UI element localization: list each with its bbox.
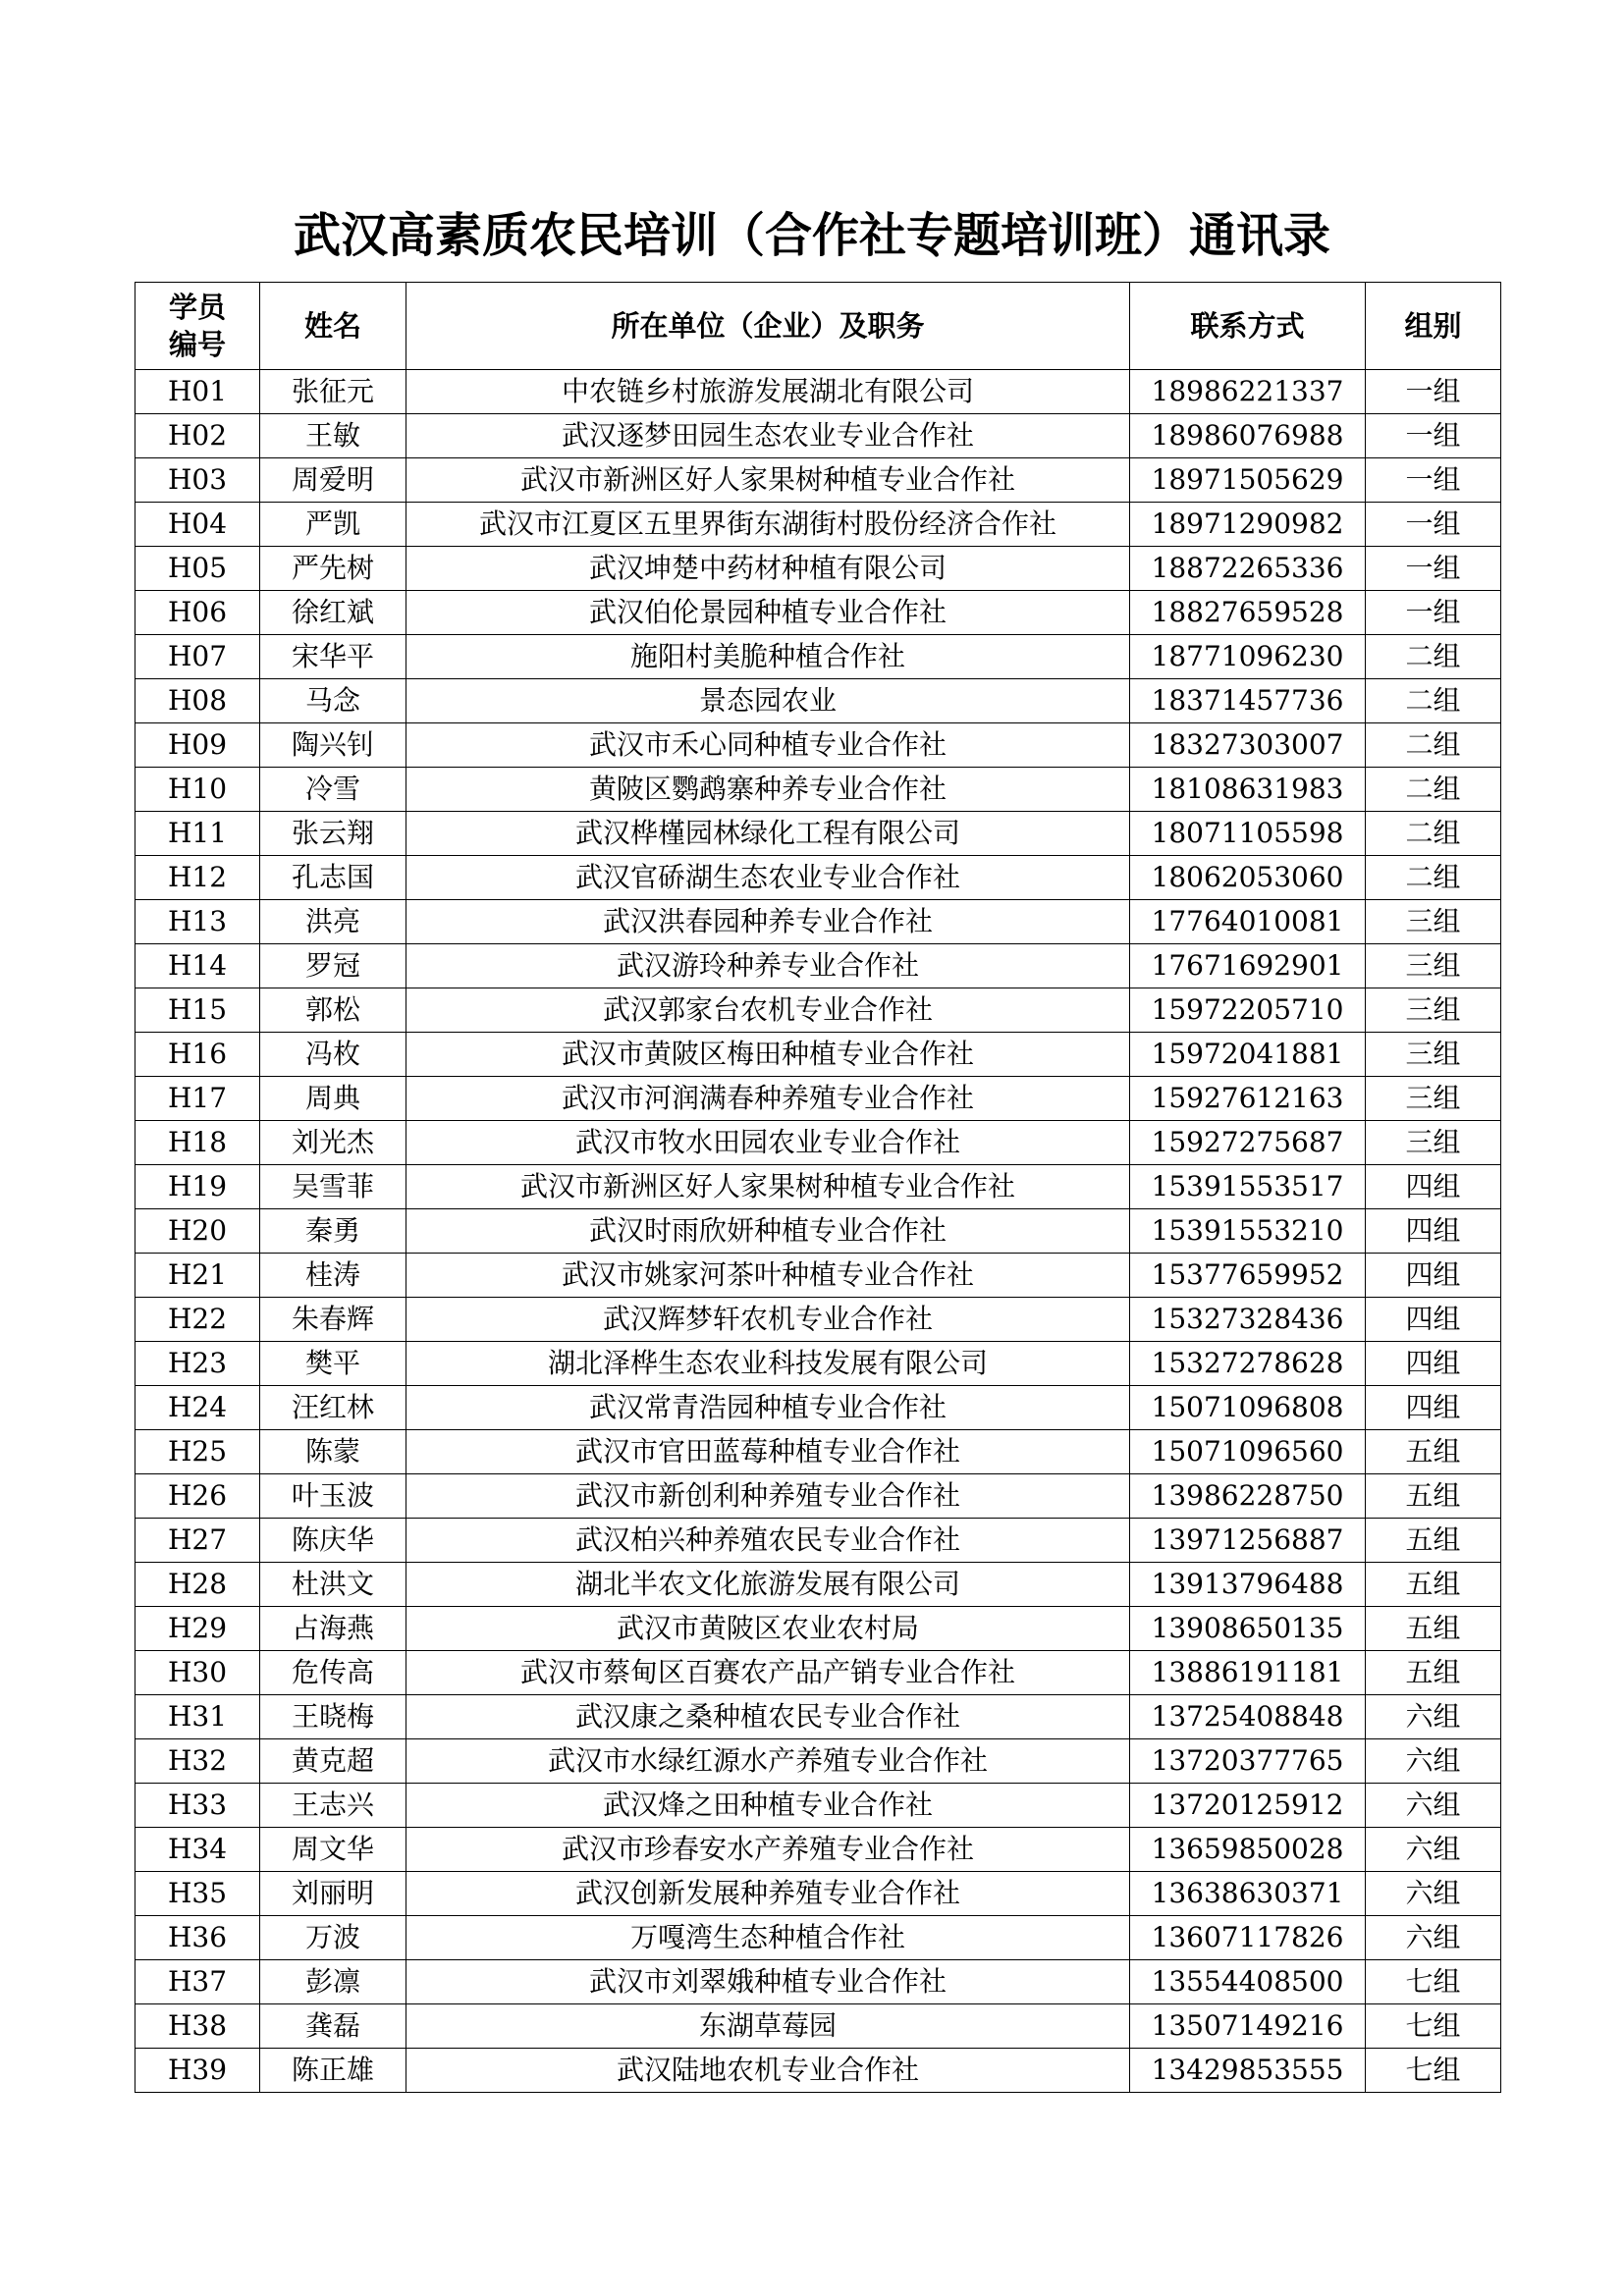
cell-name: 刘光杰 — [260, 1121, 406, 1165]
cell-contact: 13507149216 — [1130, 2004, 1366, 2049]
cell-organization: 武汉常青浩园种植专业合作社 — [406, 1386, 1130, 1430]
cell-contact: 15327328436 — [1130, 1298, 1366, 1342]
cell-organization: 中农链乡村旅游发展湖北有限公司 — [406, 370, 1130, 414]
cell-student-code: H13 — [135, 900, 260, 944]
cell-student-code: H09 — [135, 723, 260, 768]
cell-name: 陈正雄 — [260, 2049, 406, 2093]
cell-name: 黄克超 — [260, 1739, 406, 1784]
cell-student-code: H37 — [135, 1960, 260, 2004]
cell-group: 六组 — [1366, 1695, 1501, 1739]
cell-name: 陶兴钊 — [260, 723, 406, 768]
cell-student-code: H15 — [135, 988, 260, 1033]
cell-group: 五组 — [1366, 1651, 1501, 1695]
cell-contact: 18071105598 — [1130, 812, 1366, 856]
cell-name: 占海燕 — [260, 1607, 406, 1651]
cell-contact: 13971256887 — [1130, 1519, 1366, 1563]
cell-organization: 武汉康之桑种植农民专业合作社 — [406, 1695, 1130, 1739]
cell-organization: 湖北泽桦生态农业科技发展有限公司 — [406, 1342, 1130, 1386]
cell-group: 二组 — [1366, 635, 1501, 679]
cell-group: 三组 — [1366, 1077, 1501, 1121]
cell-student-code: H12 — [135, 856, 260, 900]
cell-contact: 13725408848 — [1130, 1695, 1366, 1739]
cell-student-code: H04 — [135, 503, 260, 547]
cell-name: 马念 — [260, 679, 406, 723]
table-header — [135, 283, 1501, 370]
cell-student-code: H17 — [135, 1077, 260, 1121]
cell-name: 龚磊 — [260, 2004, 406, 2049]
cell-student-code: H39 — [135, 2049, 260, 2093]
cell-organization: 武汉陆地农机专业合作社 — [406, 2049, 1130, 2093]
table-row — [135, 1519, 1501, 1563]
cell-student-code: H25 — [135, 1430, 260, 1474]
table-row — [135, 1474, 1501, 1519]
cell-group: 三组 — [1366, 1121, 1501, 1165]
header-group: 组别 — [1366, 283, 1501, 370]
cell-contact: 13429853555 — [1130, 2049, 1366, 2093]
table-row — [135, 856, 1501, 900]
cell-name: 张云翔 — [260, 812, 406, 856]
cell-contact: 13659850028 — [1130, 1828, 1366, 1872]
cell-contact: 18986221337 — [1130, 370, 1366, 414]
table-row — [135, 1033, 1501, 1077]
table-row — [135, 1342, 1501, 1386]
cell-group: 四组 — [1366, 1386, 1501, 1430]
cell-student-code: H32 — [135, 1739, 260, 1784]
cell-contact: 15972041881 — [1130, 1033, 1366, 1077]
cell-student-code: H27 — [135, 1519, 260, 1563]
cell-group: 二组 — [1366, 812, 1501, 856]
cell-organization: 武汉市刘翠娥种植专业合作社 — [406, 1960, 1130, 2004]
cell-organization: 武汉洪春园种养专业合作社 — [406, 900, 1130, 944]
cell-organization: 武汉市珍春安水产养殖专业合作社 — [406, 1828, 1130, 1872]
cell-name: 叶玉波 — [260, 1474, 406, 1519]
cell-student-code: H24 — [135, 1386, 260, 1430]
cell-student-code: H03 — [135, 458, 260, 503]
table-row — [135, 591, 1501, 635]
cell-contact: 15391553210 — [1130, 1209, 1366, 1254]
cell-organization: 黄陂区鹦鹉寨种养专业合作社 — [406, 768, 1130, 812]
cell-group: 一组 — [1366, 458, 1501, 503]
cell-organization: 武汉郭家台农机专业合作社 — [406, 988, 1130, 1033]
cell-name: 周典 — [260, 1077, 406, 1121]
table-row — [135, 1872, 1501, 1916]
cell-group: 四组 — [1366, 1165, 1501, 1209]
cell-student-code: H26 — [135, 1474, 260, 1519]
cell-contact: 18108631983 — [1130, 768, 1366, 812]
cell-name: 朱春辉 — [260, 1298, 406, 1342]
cell-name: 冷雪 — [260, 768, 406, 812]
cell-organization: 武汉柏兴种养殖农民专业合作社 — [406, 1519, 1130, 1563]
header-organization: 所在单位（企业）及职务 — [406, 283, 1130, 370]
cell-student-code: H10 — [135, 768, 260, 812]
roster-table — [135, 282, 1501, 2093]
cell-organization: 武汉市水绿红源水产养殖专业合作社 — [406, 1739, 1130, 1784]
page-title: 武汉高素质农民培训（合作社专题培训班）通讯录 — [293, 208, 1330, 263]
cell-student-code: H38 — [135, 2004, 260, 2049]
cell-contact: 15327278628 — [1130, 1342, 1366, 1386]
cell-group: 一组 — [1366, 370, 1501, 414]
table-row — [135, 1828, 1501, 1872]
cell-name: 王晓梅 — [260, 1695, 406, 1739]
table-row — [135, 1916, 1501, 1960]
table-row — [135, 547, 1501, 591]
cell-contact: 17671692901 — [1130, 944, 1366, 988]
cell-group: 一组 — [1366, 503, 1501, 547]
table-row — [135, 1960, 1501, 2004]
table-row — [135, 1386, 1501, 1430]
table-row — [135, 1563, 1501, 1607]
cell-group: 七组 — [1366, 2049, 1501, 2093]
cell-contact: 13908650135 — [1130, 1607, 1366, 1651]
cell-student-code: H35 — [135, 1872, 260, 1916]
cell-contact: 18971505629 — [1130, 458, 1366, 503]
cell-contact: 13720125912 — [1130, 1784, 1366, 1828]
table-row — [135, 2049, 1501, 2093]
cell-organization: 武汉市黄陂区梅田种植专业合作社 — [406, 1033, 1130, 1077]
cell-student-code: H07 — [135, 635, 260, 679]
cell-name: 陈庆华 — [260, 1519, 406, 1563]
cell-name: 汪红林 — [260, 1386, 406, 1430]
cell-organization: 东湖草莓园 — [406, 2004, 1130, 2049]
table-row — [135, 503, 1501, 547]
cell-contact: 15391553517 — [1130, 1165, 1366, 1209]
cell-organization: 武汉市蔡甸区百赛农产品产销专业合作社 — [406, 1651, 1130, 1695]
table-row — [135, 1121, 1501, 1165]
cell-name: 陈蒙 — [260, 1430, 406, 1474]
cell-name: 孔志国 — [260, 856, 406, 900]
cell-group: 四组 — [1366, 1254, 1501, 1298]
cell-contact: 13886191181 — [1130, 1651, 1366, 1695]
table-row — [135, 988, 1501, 1033]
cell-name: 王志兴 — [260, 1784, 406, 1828]
cell-contact: 13720377765 — [1130, 1739, 1366, 1784]
table-row — [135, 458, 1501, 503]
table-row — [135, 679, 1501, 723]
cell-name: 刘丽明 — [260, 1872, 406, 1916]
cell-organization: 武汉烽之田种植专业合作社 — [406, 1784, 1130, 1828]
cell-group: 四组 — [1366, 1209, 1501, 1254]
table-row — [135, 1077, 1501, 1121]
cell-group: 五组 — [1366, 1519, 1501, 1563]
cell-group: 三组 — [1366, 944, 1501, 988]
header-student-code-line2: 编号 — [168, 328, 226, 361]
cell-contact: 17764010081 — [1130, 900, 1366, 944]
cell-group: 四组 — [1366, 1298, 1501, 1342]
cell-name: 罗冠 — [260, 944, 406, 988]
cell-group: 一组 — [1366, 547, 1501, 591]
cell-student-code: H20 — [135, 1209, 260, 1254]
cell-organization: 施阳村美脆种植合作社 — [406, 635, 1130, 679]
cell-contact: 13554408500 — [1130, 1960, 1366, 2004]
table-body — [135, 370, 1501, 2093]
cell-organization: 武汉游玲种养专业合作社 — [406, 944, 1130, 988]
cell-contact: 15972205710 — [1130, 988, 1366, 1033]
cell-name: 徐红斌 — [260, 591, 406, 635]
cell-organization: 武汉市姚家河茶叶种植专业合作社 — [406, 1254, 1130, 1298]
cell-contact: 13607117826 — [1130, 1916, 1366, 1960]
table-row — [135, 768, 1501, 812]
cell-name: 严先树 — [260, 547, 406, 591]
cell-contact: 18872265336 — [1130, 547, 1366, 591]
cell-student-code: H21 — [135, 1254, 260, 1298]
cell-name: 秦勇 — [260, 1209, 406, 1254]
cell-organization: 武汉伯伦景园种植专业合作社 — [406, 591, 1130, 635]
cell-student-code: H11 — [135, 812, 260, 856]
cell-organization: 武汉市黄陂区农业农村局 — [406, 1607, 1130, 1651]
cell-student-code: H02 — [135, 414, 260, 458]
cell-organization: 万嘎湾生态种植合作社 — [406, 1916, 1130, 1960]
cell-organization: 武汉辉梦轩农机专业合作社 — [406, 1298, 1130, 1342]
table-row — [135, 1784, 1501, 1828]
table-row — [135, 414, 1501, 458]
cell-student-code: H08 — [135, 679, 260, 723]
table-row — [135, 2004, 1501, 2049]
cell-name: 万波 — [260, 1916, 406, 1960]
cell-group: 五组 — [1366, 1563, 1501, 1607]
header-contact: 联系方式 — [1130, 283, 1366, 370]
cell-contact: 15927612163 — [1130, 1077, 1366, 1121]
cell-group: 三组 — [1366, 900, 1501, 944]
cell-contact: 18062053060 — [1130, 856, 1366, 900]
cell-student-code: H31 — [135, 1695, 260, 1739]
cell-contact: 15377659952 — [1130, 1254, 1366, 1298]
cell-group: 六组 — [1366, 1784, 1501, 1828]
cell-organization: 武汉市新创利种养殖专业合作社 — [406, 1474, 1130, 1519]
cell-group: 六组 — [1366, 1916, 1501, 1960]
table-row — [135, 1607, 1501, 1651]
table-row — [135, 1209, 1501, 1254]
cell-student-code: H33 — [135, 1784, 260, 1828]
cell-name: 冯枚 — [260, 1033, 406, 1077]
cell-group: 五组 — [1366, 1430, 1501, 1474]
cell-group: 二组 — [1366, 768, 1501, 812]
cell-organization: 武汉创新发展种养殖专业合作社 — [406, 1872, 1130, 1916]
cell-student-code: H34 — [135, 1828, 260, 1872]
table-row — [135, 1430, 1501, 1474]
cell-name: 危传高 — [260, 1651, 406, 1695]
cell-name: 桂涛 — [260, 1254, 406, 1298]
cell-organization: 武汉坤楚中药材种植有限公司 — [406, 547, 1130, 591]
cell-student-code: H23 — [135, 1342, 260, 1386]
cell-group: 六组 — [1366, 1828, 1501, 1872]
table-row — [135, 1651, 1501, 1695]
cell-name: 周爱明 — [260, 458, 406, 503]
cell-group: 一组 — [1366, 591, 1501, 635]
cell-name: 张征元 — [260, 370, 406, 414]
cell-organization: 武汉市江夏区五里界街东湖街村股份经济合作社 — [406, 503, 1130, 547]
table-row — [135, 1298, 1501, 1342]
cell-group: 四组 — [1366, 1342, 1501, 1386]
cell-student-code: H28 — [135, 1563, 260, 1607]
cell-student-code: H22 — [135, 1298, 260, 1342]
cell-student-code: H14 — [135, 944, 260, 988]
cell-organization: 武汉市河润满春种养殖专业合作社 — [406, 1077, 1130, 1121]
table-row — [135, 723, 1501, 768]
cell-name: 宋华平 — [260, 635, 406, 679]
cell-organization: 武汉市牧水田园农业专业合作社 — [406, 1121, 1130, 1165]
table-row — [135, 635, 1501, 679]
table-row — [135, 1739, 1501, 1784]
cell-student-code: H30 — [135, 1651, 260, 1695]
cell-group: 三组 — [1366, 988, 1501, 1033]
cell-student-code: H06 — [135, 591, 260, 635]
header-student-code-line1: 学员 — [168, 291, 226, 324]
cell-student-code: H29 — [135, 1607, 260, 1651]
cell-group: 七组 — [1366, 1960, 1501, 2004]
cell-name: 严凯 — [260, 503, 406, 547]
cell-name: 周文华 — [260, 1828, 406, 1872]
table-row — [135, 1165, 1501, 1209]
cell-organization: 武汉市禾心同种植专业合作社 — [406, 723, 1130, 768]
cell-contact: 15071096808 — [1130, 1386, 1366, 1430]
cell-student-code: H18 — [135, 1121, 260, 1165]
cell-organization: 武汉官硚湖生态农业专业合作社 — [406, 856, 1130, 900]
cell-group: 二组 — [1366, 723, 1501, 768]
cell-name: 郭松 — [260, 988, 406, 1033]
cell-contact: 18771096230 — [1130, 635, 1366, 679]
cell-contact: 13913796488 — [1130, 1563, 1366, 1607]
cell-name: 樊平 — [260, 1342, 406, 1386]
cell-name: 洪亮 — [260, 900, 406, 944]
cell-contact: 18327303007 — [1130, 723, 1366, 768]
table-row — [135, 370, 1501, 414]
cell-contact: 18971290982 — [1130, 503, 1366, 547]
cell-name: 吴雪菲 — [260, 1165, 406, 1209]
cell-student-code: H19 — [135, 1165, 260, 1209]
cell-contact: 18371457736 — [1130, 679, 1366, 723]
cell-name: 彭凛 — [260, 1960, 406, 2004]
cell-organization: 武汉时雨欣妍种植专业合作社 — [406, 1209, 1130, 1254]
cell-contact: 13986228750 — [1130, 1474, 1366, 1519]
cell-organization: 武汉市新洲区好人家果树种植专业合作社 — [406, 458, 1130, 503]
table-row — [135, 944, 1501, 988]
table-row — [135, 1254, 1501, 1298]
cell-student-code: H05 — [135, 547, 260, 591]
cell-organization: 武汉逐梦田园生态农业专业合作社 — [406, 414, 1130, 458]
header-name: 姓名 — [260, 283, 406, 370]
cell-group: 五组 — [1366, 1474, 1501, 1519]
cell-contact: 18986076988 — [1130, 414, 1366, 458]
header-student-code — [135, 283, 260, 370]
table-row — [135, 900, 1501, 944]
cell-student-code: H16 — [135, 1033, 260, 1077]
cell-organization: 景态园农业 — [406, 679, 1130, 723]
header-row — [135, 283, 1501, 370]
cell-contact: 15927275687 — [1130, 1121, 1366, 1165]
cell-organization: 武汉市官田蓝莓种植专业合作社 — [406, 1430, 1130, 1474]
table-row — [135, 1695, 1501, 1739]
cell-contact: 15071096560 — [1130, 1430, 1366, 1474]
cell-group: 七组 — [1366, 2004, 1501, 2049]
cell-group: 二组 — [1366, 679, 1501, 723]
cell-group: 六组 — [1366, 1739, 1501, 1784]
cell-group: 三组 — [1366, 1033, 1501, 1077]
cell-student-code: H01 — [135, 370, 260, 414]
cell-organization: 武汉桦槿园林绿化工程有限公司 — [406, 812, 1130, 856]
cell-contact: 18827659528 — [1130, 591, 1366, 635]
cell-group: 二组 — [1366, 856, 1501, 900]
cell-contact: 13638630371 — [1130, 1872, 1366, 1916]
cell-group: 一组 — [1366, 414, 1501, 458]
cell-name: 王敏 — [260, 414, 406, 458]
cell-group: 六组 — [1366, 1872, 1501, 1916]
cell-name: 杜洪文 — [260, 1563, 406, 1607]
cell-student-code: H36 — [135, 1916, 260, 1960]
cell-group: 五组 — [1366, 1607, 1501, 1651]
cell-organization: 湖北半农文化旅游发展有限公司 — [406, 1563, 1130, 1607]
table-row — [135, 812, 1501, 856]
cell-organization: 武汉市新洲区好人家果树种植专业合作社 — [406, 1165, 1130, 1209]
